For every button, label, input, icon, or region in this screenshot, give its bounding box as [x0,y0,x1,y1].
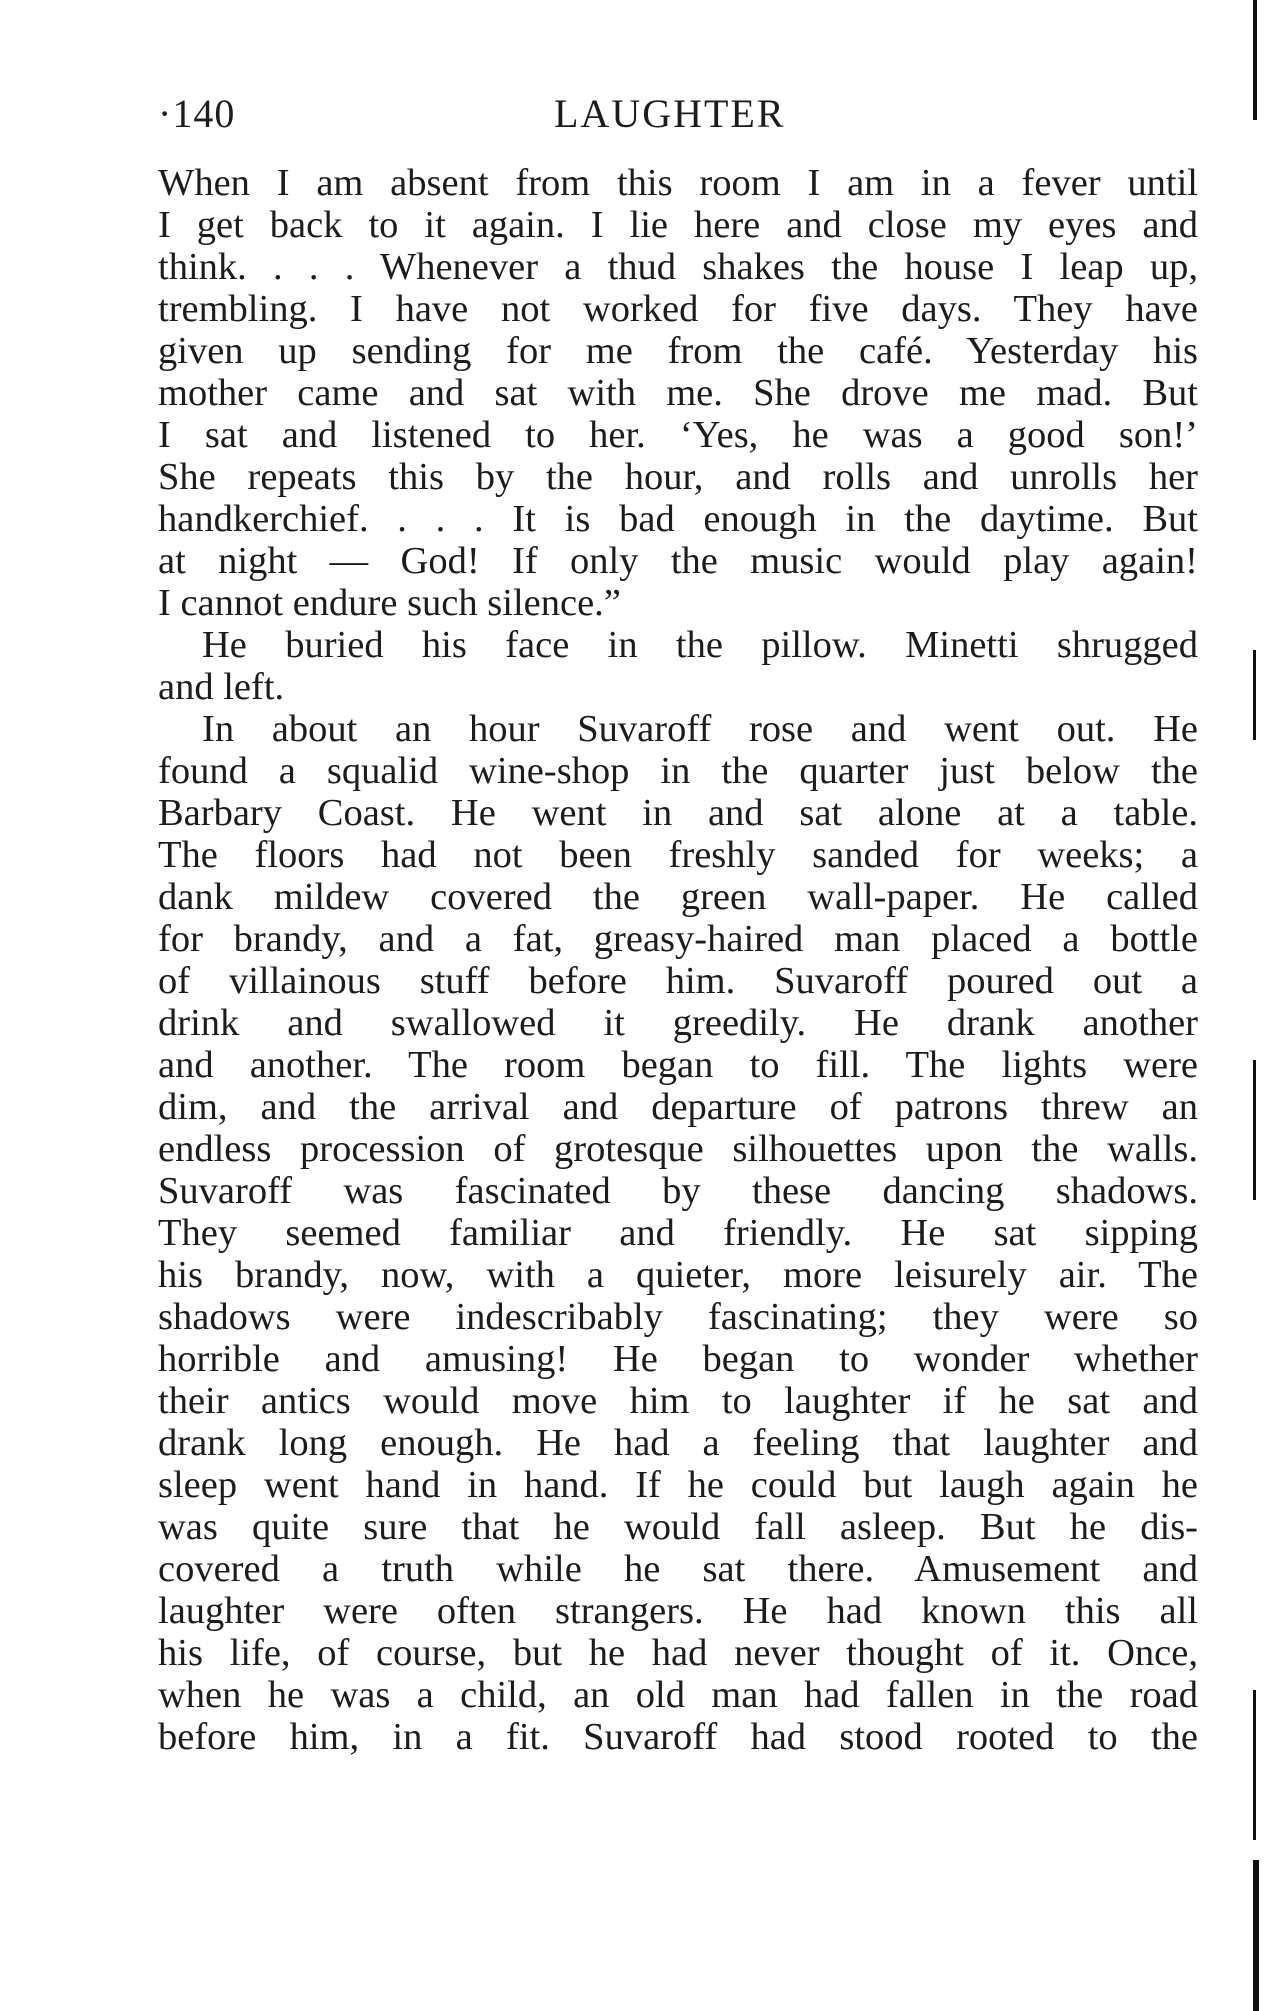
body-text [158,162,1198,1758]
page-edge-mark [1253,1860,1259,2011]
text-line: They seemed familiar and friendly. He sat sipping [158,1212,1198,1254]
text-line: I sat and listened to her. ‘Yes, he was a good son!’ [158,414,1198,456]
text-line: handkerchief. . . . It is bad enough in the daytime. But [158,498,1198,540]
text-line: drank long enough. He had a feeling that laughter and [158,1422,1198,1464]
text-line: their antics would move him to laughter if he sat and [158,1380,1198,1422]
text-line: shadows were indescribably fascinating; they were so [158,1296,1198,1338]
text-line: horrible and amusing! He began to wonder whether [158,1338,1198,1380]
text-line: The floors had not been freshly sanded for weeks; a [158,834,1198,876]
text-line: covered a truth while he sat there. Amusement and [158,1548,1198,1590]
text-line: dank mildew covered the green wall-paper. He called [158,876,1198,918]
text-line: Suvaroff was fascinated by these dancing shadows. [158,1170,1198,1212]
text-line: his life, of course, but he had never thought of it. Once, [158,1632,1198,1674]
text-line: laughter were often strangers. He had known this all [158,1590,1198,1632]
text-line: before him, in a fit. Suvaroff had stood rooted to the [158,1716,1198,1758]
page-edge-mark [1253,1690,1256,1840]
text-line: Barbary Coast. He went in and sat alone at a table. [158,792,1198,834]
text-line: found a squalid wine-shop in the quarter just below the [158,750,1198,792]
text-line: of villainous stuff before him. Suvaroff poured out a [158,960,1198,1002]
text-line: sleep went hand in hand. If he could but laugh again he [158,1464,1198,1506]
text-line: In about an hour Suvaroff rose and went out. He [202,708,1198,750]
text-line: at night — God! If only the music would play again! [158,540,1198,582]
text-line: think. . . . Whenever a thud shakes the house I leap up, [158,246,1198,288]
page-edge-mark [1253,1060,1256,1200]
text-line: She repeats this by the hour, and rolls and unrolls her [158,456,1198,498]
text-line: given up sending for me from the café. Yesterday his [158,330,1198,372]
text-line: and another. The room began to fill. The lights were [158,1044,1198,1086]
text-line: I get back to it again. I lie here and close my eyes and [158,204,1198,246]
text-line: was quite sure that he would fall asleep. But he dis- [158,1506,1198,1548]
text-line: his brandy, now, with a quieter, more leisurely air. The [158,1254,1198,1296]
page-edge-mark [1253,0,1257,120]
text-line: He buried his face in the pillow. Minetti shrugged [202,624,1198,666]
text-line: I cannot endure such silence.” [158,582,621,624]
page-number: ·140 [158,91,236,136]
text-line: endless procession of grotesque silhouettes upon the walls. [158,1128,1198,1170]
text-line: for brandy, and a fat, greasy-haired man placed a bottle [158,918,1198,960]
page-header [158,84,1198,144]
running-head: LAUGHTER [554,91,786,136]
text-line: trembling. I have not worked for five days. They have [158,288,1198,330]
text-line: When I am absent from this room I am in a fever until [158,162,1198,204]
text-line: dim, and the arrival and departure of patrons threw an [158,1086,1198,1128]
text-line: when he was a child, an old man had fallen in the road [158,1674,1198,1716]
text-line: drink and swallowed it greedily. He drank another [158,1002,1198,1044]
page-edge-mark [1253,650,1256,740]
text-line: mother came and sat with me. She drove me mad. But [158,372,1198,414]
text-line: and left. [158,666,285,708]
